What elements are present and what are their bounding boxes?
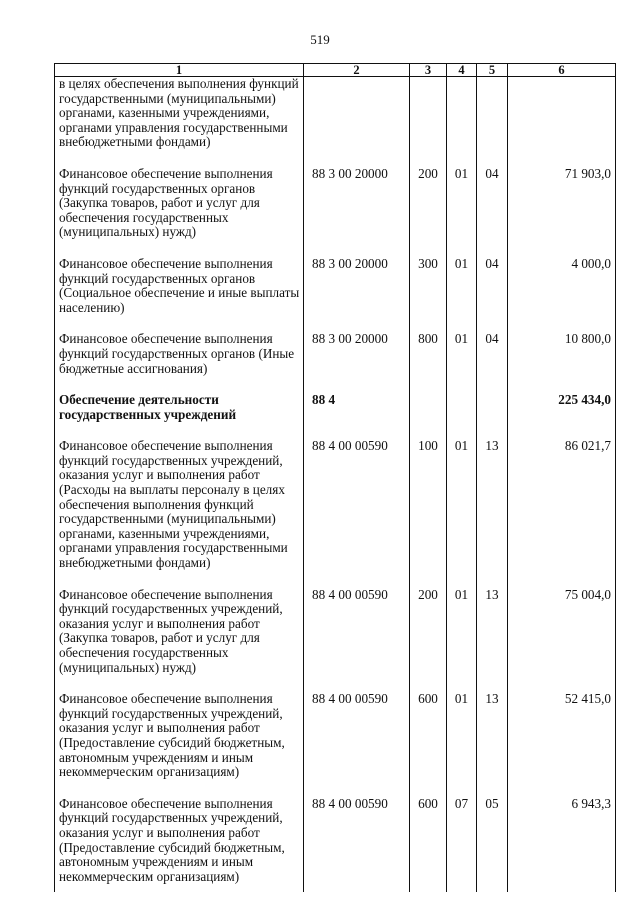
row-description: Финансовое обеспечение выполнения функций государственных учреждений, оказания услуг и выполнения работ (Расходы на выплаты персоналу в целях обеспечения выполнения функций государственными (муниципальными) органами, казенными учреждениями, органами управления государственными внебюджетными фондами) [55,439,304,587]
column-header: 5 [477,64,508,77]
table-row [55,393,616,439]
table-row [55,332,616,393]
table-row [55,167,616,257]
row-subsection: 13 [477,588,508,693]
row-code: 88 3 00 20000 [304,332,410,393]
row-section: 01 [447,588,477,693]
row-subsection: 05 [477,797,508,893]
row-expense-type: 300 [410,257,447,332]
row-expense-type: 200 [410,167,447,257]
row-code [304,77,410,167]
row-section: 01 [447,439,477,587]
row-subsection: 04 [477,257,508,332]
row-subsection: 04 [477,167,508,257]
row-code: 88 4 [304,393,410,439]
table-body [55,77,616,893]
row-section: 01 [447,332,477,393]
row-description: Финансовое обеспечение выполнения функций государственных учреждений, оказания услуг и выполнения работ (Закупка товаров, работ и услуг для обеспечения государственных (муниципальных) нужд) [55,588,304,693]
row-description: Обеспечение деятельности государственных учреждений [55,393,304,439]
table-header-row [55,64,616,77]
budget-table [54,63,616,892]
column-header: 4 [447,64,477,77]
row-amount [508,77,616,167]
row-subsection: 13 [477,692,508,797]
row-subsection: 13 [477,439,508,587]
row-code: 88 4 00 00590 [304,439,410,587]
row-description: Финансовое обеспечение выполнения функций государственных учреждений, оказания услуг и выполнения работ (Предоставление субсидий бюджетным, автономным учреждениям и иным некоммерческим организациям) [55,797,304,893]
table-row [55,77,616,167]
table-row [55,439,616,587]
row-section: 07 [447,797,477,893]
row-amount: 6 943,3 [508,797,616,893]
column-header: 3 [410,64,447,77]
table-row [55,257,616,332]
row-description: Финансовое обеспечение выполнения функций государственных органов (Закупка товаров, работ и услуг для обеспечения государственных (муниципальных) нужд) [55,167,304,257]
row-section [447,393,477,439]
row-expense-type: 600 [410,692,447,797]
table-row [55,692,616,797]
table-row [55,588,616,693]
row-amount: 75 004,0 [508,588,616,693]
row-amount: 52 415,0 [508,692,616,797]
table-row [55,797,616,893]
row-amount: 225 434,0 [508,393,616,439]
row-description: Финансовое обеспечение выполнения функций государственных учреждений, оказания услуг и выполнения работ (Предоставление субсидий бюджетным, автономным учреждениям и иным некоммерческим организациям) [55,692,304,797]
row-amount: 10 800,0 [508,332,616,393]
row-subsection [477,393,508,439]
row-section [447,77,477,167]
row-description: Финансовое обеспечение выполнения функций государственных органов (Социальное обеспечение и иные выплаты населению) [55,257,304,332]
row-description: Финансовое обеспечение выполнения функций государственных органов (Иные бюджетные ассигнования) [55,332,304,393]
row-code: 88 3 00 20000 [304,167,410,257]
row-code: 88 4 00 00590 [304,797,410,893]
row-expense-type [410,77,447,167]
row-description: в целях обеспечения выполнения функций государственными (муниципальными) органами, казенными учреждениями, органами управления государственными внебюджетными фондами) [55,77,304,167]
row-section: 01 [447,692,477,797]
row-code: 88 4 00 00590 [304,588,410,693]
column-header: 6 [508,64,616,77]
row-expense-type: 200 [410,588,447,693]
row-expense-type: 800 [410,332,447,393]
row-amount: 4 000,0 [508,257,616,332]
row-code: 88 4 00 00590 [304,692,410,797]
row-subsection: 04 [477,332,508,393]
column-header: 2 [304,64,410,77]
row-expense-type [410,393,447,439]
row-section: 01 [447,257,477,332]
row-amount: 71 903,0 [508,167,616,257]
row-code: 88 3 00 20000 [304,257,410,332]
row-section: 01 [447,167,477,257]
row-subsection [477,77,508,167]
column-header: 1 [55,64,304,77]
row-amount: 86 021,7 [508,439,616,587]
page-number: 519 [310,32,330,47]
row-expense-type: 100 [410,439,447,587]
row-expense-type: 600 [410,797,447,893]
